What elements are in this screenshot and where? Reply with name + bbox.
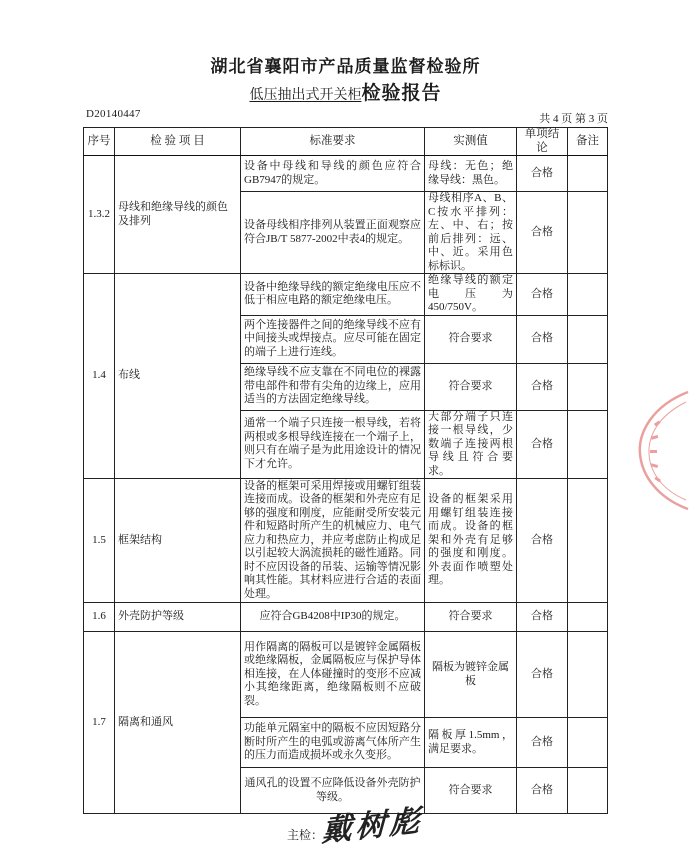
column-header-conclusion: 单项结论 [517, 128, 568, 156]
report-number: D20140447 [86, 108, 141, 120]
requirement-cell: 两个连接器件之间的绝缘导线不应有中间接头或焊接点。应尽可能在固定的端子上进行连线。 [241, 315, 425, 363]
measured-value-cell: 母线：无色；绝缘导线：黑色。 [425, 156, 517, 192]
remark-cell [568, 410, 608, 479]
requirement-cell: 通常一个端子只连接一根导线，若将两根或多根导线连接在一个端子上，则只有在端子是为此用途设计的情况下才允许。 [241, 410, 425, 479]
column-header-no: 序号 [84, 128, 115, 156]
table-body [84, 156, 608, 814]
conclusion-cell: 合格 [517, 156, 568, 192]
institute-title: 湖北省襄阳市产品质量监督检验所 [210, 57, 481, 76]
table-row [84, 603, 608, 632]
column-header-item: 检 验 项 目 [115, 128, 241, 156]
conclusion-cell: 合格 [517, 479, 568, 603]
requirement-cell: 绝缘导线不应支靠在不同电位的裸露带电部件和带有尖角的边缘上，应用适当的方法固定绝缘导线。 [241, 363, 425, 410]
conclusion-cell: 合格 [517, 718, 568, 768]
requirement-cell: 用作隔离的隔板可以是镀锌金属隔板或绝缘隔板，金属隔板应与保护导体相连接，在人体碰撞时的变形不应减小其绝缘距离，绝缘隔板则不应破裂。 [241, 632, 425, 718]
product-name: 低压抽出式开关柜 [249, 88, 362, 103]
column-header-remark: 备注 [568, 128, 608, 156]
table-row [84, 156, 608, 192]
inspector-signature: 戴树彪 [321, 804, 424, 849]
item-number: 1.6 [84, 603, 115, 632]
conclusion-cell: 合格 [517, 363, 568, 410]
measured-value-cell: 符合要求 [425, 768, 517, 814]
inspection-item: 母线和绝缘导线的颜色及排列 [115, 156, 241, 274]
inspection-item: 框架结构 [115, 479, 241, 603]
measured-value-cell: 符合要求 [425, 603, 517, 632]
remark-cell [568, 192, 608, 274]
remark-cell [568, 768, 608, 814]
conclusion-cell: 合格 [517, 603, 568, 632]
measured-value-cell: 隔板厚1.5mm，满足要求。 [425, 718, 517, 768]
remark-cell [568, 603, 608, 632]
remark-cell [568, 632, 608, 718]
requirement-cell: 设备中绝缘导线的额定绝缘电压应不低于相应电路的额定绝缘电压。 [241, 274, 425, 316]
remark-cell [568, 363, 608, 410]
requirement-cell: 设备母线相序排列从装置正面观察应符合JB/T 5877-2002中表4的规定。 [241, 192, 425, 274]
requirement-cell: 设备的框架可采用焊接或用螺钉组装连接而成。设备的框架和外壳应有足够的强度和刚度，应能耐受所安装元件和短路时所产生的机械应力、电气应力和热应力，并应考虑防止构成足以引起较大涡流损耗的磁性通路。同时不应因设备的吊装、运输等情况影响其性能。其材料应进行合适的表面处理。 [241, 479, 425, 603]
remark-cell [568, 315, 608, 363]
table-row [84, 632, 608, 718]
measured-value-cell: 隔板为镀锌金属板 [425, 632, 517, 718]
item-number: 1.7 [84, 632, 115, 814]
item-number: 1.4 [84, 274, 115, 479]
conclusion-cell: 合格 [517, 315, 568, 363]
inspection-table [83, 127, 608, 814]
remark-cell [568, 479, 608, 603]
page-info: 共 4 页 第 3 页 [539, 113, 608, 125]
measured-value-cell: 绝缘导线的额定电压为450/750V。 [425, 274, 517, 316]
requirement-cell: 应符合GB4208中IP30的规定。 [241, 603, 425, 632]
report-subtitle [0, 78, 691, 105]
conclusion-cell: 合格 [517, 274, 568, 316]
inspection-item: 隔离和通风 [115, 632, 241, 814]
remark-cell [568, 156, 608, 192]
requirement-cell: 通风孔的设置不应降低设备外壳防护等级。 [241, 768, 425, 814]
table-row [84, 479, 608, 603]
conclusion-cell: 合格 [517, 410, 568, 479]
conclusion-cell: 合格 [517, 192, 568, 274]
inspection-item: 外壳防护等级 [115, 603, 241, 632]
measured-value-cell: 大部分端子只连接一根导线，少数端子连接两根导线且符合要求。 [425, 410, 517, 479]
conclusion-cell: 合格 [517, 768, 568, 814]
column-header-measured: 实测值 [425, 128, 517, 156]
measured-value-cell: 符合要求 [425, 363, 517, 410]
measured-value-cell: 符合要求 [425, 315, 517, 363]
remark-cell [568, 718, 608, 768]
remark-cell [568, 274, 608, 316]
item-number: 1.3.2 [84, 156, 115, 274]
measured-value-cell: 设备的框架采用用螺钉组装连接而成。设备的框架和外壳有足够的强度和刚度。外表面作喷塑处理。 [425, 479, 517, 603]
measured-value-cell: 母线相序A、B、C按水平排列：左、中、右；按前后排列：远、中、近。采用色标标识。 [425, 192, 517, 274]
table-row [84, 274, 608, 316]
item-number: 1.5 [84, 479, 115, 603]
table-header-row [84, 128, 608, 156]
inspection-item: 布线 [115, 274, 241, 479]
column-header-requirement: 标准要求 [241, 128, 425, 156]
official-stamp [632, 388, 690, 513]
requirement-cell: 设备中母线和导线的颜色应符合GB7947的规定。 [241, 156, 425, 192]
requirement-cell: 功能单元隔室中的隔板不应因短路分断时所产生的电弧或游离气体所产生的压力而造成损坏或永久变形。 [241, 718, 425, 768]
inspector-label: 主检： [287, 828, 324, 842]
conclusion-cell: 合格 [517, 632, 568, 718]
report-title: 检验报告 [361, 83, 442, 104]
